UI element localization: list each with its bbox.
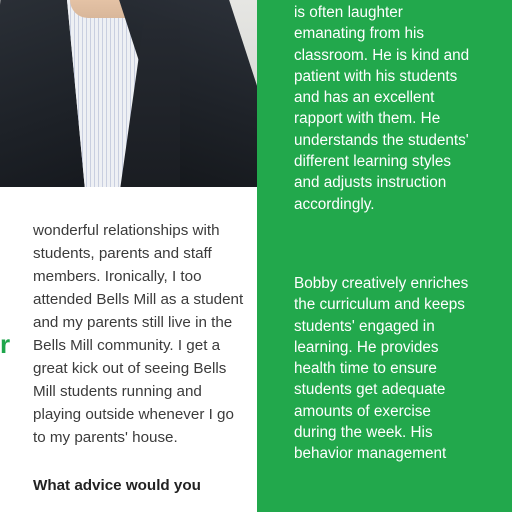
right-paragraph-2-text: Bobby creatively enriches the curriculum and keeps students' engaged in learning. He provides health time to ensure students get adequate amounts of exercise during the week. His behavior management bbox=[294, 275, 469, 463]
right-paragraph-1 bbox=[294, 2, 474, 215]
right-paragraph-1-text: is often laughter emanating from his classroom. He is kind and patient with his students and has an excellent rapport with them. He understands the students' different learning styles and adjusts instruction accordingly. bbox=[294, 4, 470, 213]
right-paragraph-2 bbox=[294, 273, 474, 465]
interview-question: What advice would you bbox=[33, 477, 201, 494]
cut-heading-letter: r bbox=[0, 329, 11, 359]
left-text-column bbox=[33, 219, 248, 497]
teacher-photo bbox=[0, 0, 257, 187]
left-paragraph: wonderful relationships with students, parents and staff members. Ironically, I too attended Bells Mill as a student and my parents still live in the Bells Mill community. I get a great kick out of seeing Bells Mill students running and playing outside whenever I go to my parents' house. bbox=[33, 222, 244, 446]
